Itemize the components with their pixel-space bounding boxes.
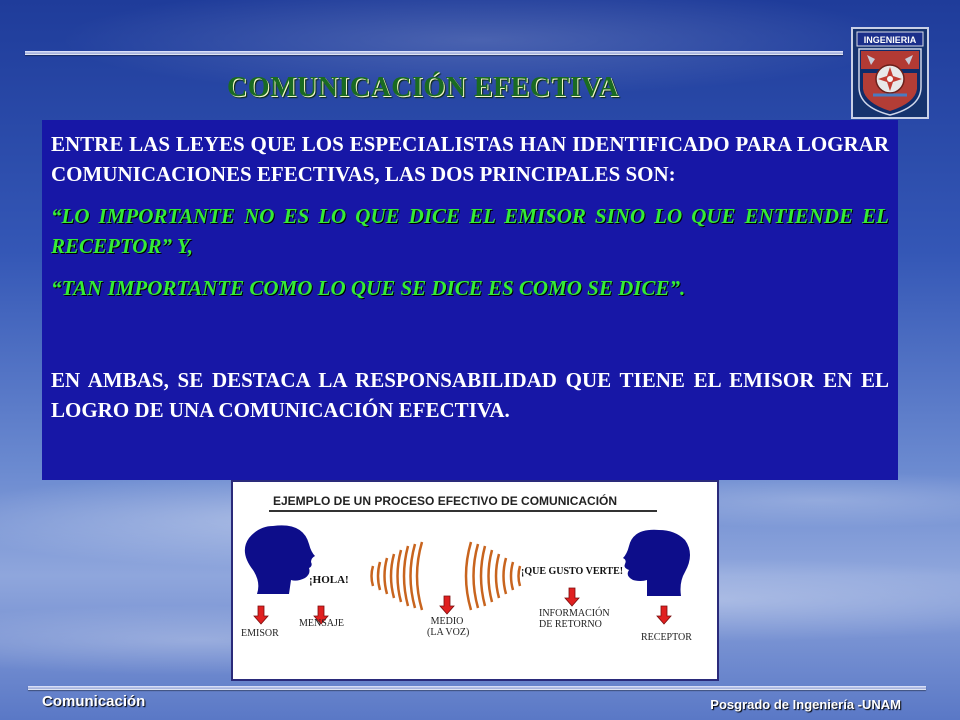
intro-paragraph: ENTRE LAS LEYES QUE LOS ESPECIALISTAS HAN IDENTIFICADO PARA LOGRAR COMUNICACIONES EFECTIVAS, LAS DOS PRINCIPALES SON: [51,132,889,186]
emisor-label: EMISOR [241,628,279,639]
bottom-divider [28,686,926,690]
footer-institution: Posgrado de Ingeniería -UNAM [710,697,901,712]
top-divider [25,51,843,55]
logo-text: INGENIERIA [863,35,917,45]
content-box [42,120,898,480]
arrow-medio-icon [440,596,454,614]
sound-waves-receptor-icon [466,542,520,610]
medio-label: MEDIO (LA VOZ) [427,616,470,638]
arrow-receptor-icon [657,606,671,624]
mensaje-label: MENSAJE [299,618,345,629]
footer-section-title: Comunicación [42,693,146,710]
receptor-head-icon [623,530,690,596]
hola-bubble: ¡HOLA! [309,574,349,586]
conclusion-paragraph: EN AMBAS, SE DESTACA LA RESPONSABILIDAD QUE TIENE EL EMISOR EN EL LOGRO DE UNA COMUNICACIÓN EFECTIVA. [51,368,889,422]
arrow-info-icon [565,588,579,606]
page-title: COMUNICACIÓN EFECTIVA [227,72,619,103]
quote-como-se-dice: “TAN IMPORTANTE COMO LO QUE SE DICE ES COMO SE DICE”. [51,276,686,300]
receptor-label: RECEPTOR [641,632,692,643]
figure-title: EJEMPLO DE UN PROCESO EFECTIVO DE COMUNICACIÓN [273,494,618,508]
communication-process-figure [231,480,719,681]
que-gusto-bubble: ¡QUE GUSTO VERTE! [521,566,624,577]
informacion-retorno-label: INFORMACIÓN DE RETORNO [539,608,610,630]
sound-waves-emisor-icon [372,542,423,610]
arrow-emisor-icon [254,606,268,624]
quote-receptor: “LO IMPORTANTE NO ES LO QUE DICE EL EMISOR SINO LO QUE ENTIENDE EL RECEPTOR” Y, [51,204,889,258]
emisor-head-icon [245,525,315,594]
